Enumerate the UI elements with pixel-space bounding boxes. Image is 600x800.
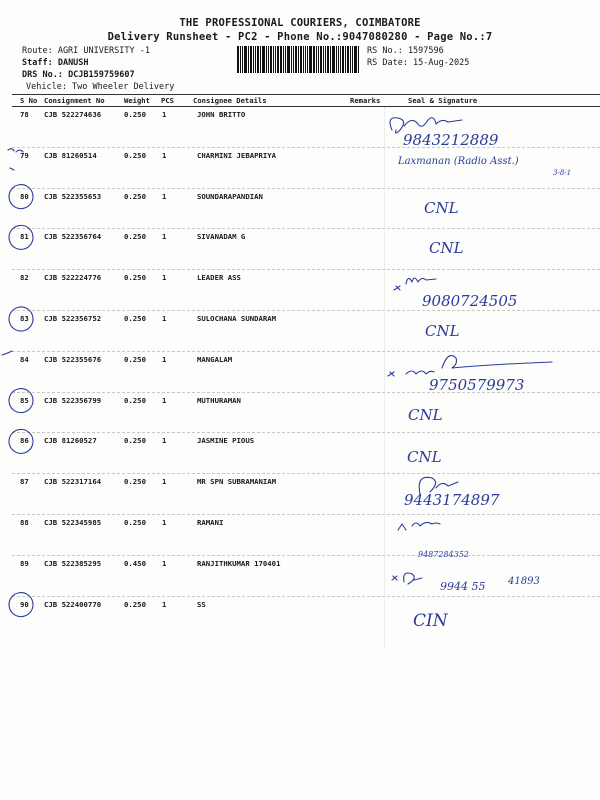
cell-sno: 89 xyxy=(20,558,29,568)
cell-weight: 0.250 xyxy=(124,232,146,242)
signature-78 xyxy=(390,118,462,133)
barcode-bar xyxy=(300,46,302,73)
barcode-bar xyxy=(283,46,284,73)
barcode-bar xyxy=(262,46,265,73)
barcode xyxy=(237,46,362,73)
drs-number xyxy=(22,70,135,80)
barcode-bar xyxy=(332,46,335,73)
cell-weight: 0.250 xyxy=(124,110,146,119)
barcode-bar xyxy=(338,46,339,73)
signature-87 xyxy=(419,477,458,494)
barcode-bar xyxy=(260,46,261,73)
col-remarks: Remarks xyxy=(350,96,381,105)
barcode-bar xyxy=(268,46,269,73)
cell-pcs: 1 xyxy=(162,395,167,405)
rs-date: RS Date: 15-Aug-2025 xyxy=(367,58,470,68)
cell-sno: 81 xyxy=(20,232,29,242)
barcode-bar xyxy=(257,46,259,73)
cell-sno: 88 xyxy=(20,518,29,527)
cell-pcs: 1 xyxy=(162,599,167,609)
cell-pcs: 1 xyxy=(162,273,167,283)
signature-82 xyxy=(394,278,436,290)
handwriting-78-phone: 9843212889 xyxy=(403,131,499,149)
barcode-bar xyxy=(287,46,290,73)
cell-weight: 0.250 xyxy=(124,314,146,323)
cell-consignment: CJB 522356764 xyxy=(44,232,102,242)
handwriting-85: CNL xyxy=(408,406,443,424)
cell-pcs: 1 xyxy=(162,518,167,527)
barcode-bar xyxy=(237,46,239,73)
cell-consignee: MUTHURAMAN xyxy=(197,395,241,405)
cell-pcs: 1 xyxy=(162,150,167,160)
cell-consignment: CJB 522317164 xyxy=(44,477,102,487)
barcode-bar xyxy=(273,46,274,73)
signature-89 xyxy=(392,573,422,584)
barcode-bar xyxy=(255,46,256,73)
barcode-bar xyxy=(316,46,317,73)
handwriting-89-num: 9944 55 xyxy=(440,580,486,593)
handwriting-86: CNL xyxy=(407,448,442,466)
barcode-bar xyxy=(270,46,272,73)
barcode-bar xyxy=(280,46,282,73)
row-separator xyxy=(12,188,600,189)
staff-name: DANUSH xyxy=(57,58,89,68)
cell-sno: 82 xyxy=(20,273,29,283)
barcode-bar xyxy=(325,46,326,73)
margin-dash xyxy=(2,351,12,355)
cell-pcs: 1 xyxy=(162,436,167,446)
handwriting-82-phone: 9080724505 xyxy=(422,292,518,310)
barcode-bar xyxy=(345,46,346,73)
cell-pcs: 1 xyxy=(162,232,167,242)
drs-label: DRS No.: xyxy=(22,70,69,80)
barcode-bar xyxy=(250,46,252,73)
barcode-bar xyxy=(352,46,353,73)
barcode-bar xyxy=(242,46,243,73)
cell-consignee: RAMANI xyxy=(197,518,224,527)
row-separator xyxy=(12,596,600,597)
cell-sno: 90 xyxy=(20,599,29,609)
barcode-bar xyxy=(323,46,324,73)
row-separator xyxy=(12,228,600,229)
cell-weight: 0.250 xyxy=(124,191,146,201)
cell-weight: 0.250 xyxy=(124,273,146,283)
barcode-bar xyxy=(358,46,359,73)
barcode-bar xyxy=(305,46,306,73)
cell-consignment: CJB 522356752 xyxy=(44,314,102,323)
row-separator xyxy=(12,269,600,270)
barcode-bar xyxy=(293,46,294,73)
cell-weight: 0.250 xyxy=(124,599,146,609)
barcode-bar xyxy=(342,46,344,73)
cell-sno: 78 xyxy=(20,110,29,119)
handwriting-79-note: Laxmanan (Radio Asst.) xyxy=(398,156,519,167)
handwriting-90: CIN xyxy=(413,611,448,631)
cell-weight: 0.250 xyxy=(124,436,146,446)
cell-consignee: JOHN BRITTO xyxy=(197,110,246,119)
cell-consignment: CJB 522400770 xyxy=(44,599,102,609)
company-name: THE PROFESSIONAL COURIERS, COIMBATORE xyxy=(179,17,421,29)
barcode-bar xyxy=(340,46,341,73)
signature-88 xyxy=(398,522,440,530)
cell-weight: 0.250 xyxy=(124,395,146,405)
cell-sno: 83 xyxy=(20,314,29,323)
handwriting-79-num: 3-8-1 xyxy=(553,169,572,177)
col-weight: Weight xyxy=(124,96,150,105)
cell-consignee: RANJITHKUMAR 170401 xyxy=(197,558,281,568)
barcode-bar xyxy=(313,46,315,73)
route: Route: AGRI UNIVERSITY -1 xyxy=(22,46,150,56)
row-separator xyxy=(12,432,600,433)
cell-consignment: CJB 81260527 xyxy=(44,436,97,446)
barcode-bar xyxy=(354,46,357,73)
barcode-bar xyxy=(266,46,267,73)
barcode-bar xyxy=(240,46,241,73)
cell-sno: 85 xyxy=(20,395,29,405)
barcode-bar xyxy=(327,46,329,73)
cell-consignee: MANGALAM xyxy=(197,354,233,364)
col-seal: Seal & Signature xyxy=(408,96,478,105)
barcode-bar xyxy=(330,46,331,73)
cell-consignee: CHARMINI JEBAPRIYA xyxy=(197,150,277,160)
signature-84 xyxy=(388,356,552,376)
cell-consignee: SIVANADAM G xyxy=(197,232,246,242)
cell-consignee: SOUNDARAPANDIAN xyxy=(197,191,263,201)
cell-sno: 79 xyxy=(20,150,29,160)
cell-consignment: CJB 522355653 xyxy=(44,191,102,201)
handwriting-87-phone: 9443174897 xyxy=(404,491,500,509)
handwriting-81: CNL xyxy=(429,239,464,257)
handwriting-80: CNL xyxy=(424,199,459,217)
staff xyxy=(22,58,89,68)
handwriting-89-num2: 41893 xyxy=(508,576,540,587)
row-separator xyxy=(12,392,600,393)
cell-consignment: CJB 522385295 xyxy=(44,558,102,568)
barcode-bar xyxy=(295,46,297,73)
rs-number: RS No.: 1597596 xyxy=(367,46,444,56)
drs-value: DCJB159759607 xyxy=(68,70,135,80)
cell-pcs: 1 xyxy=(162,558,167,568)
barcode-bar xyxy=(318,46,319,73)
barcode-bar xyxy=(350,46,351,73)
cell-pcs: 1 xyxy=(162,110,167,119)
handwriting-84-phone: 9750579973 xyxy=(429,376,525,394)
barcode-bar xyxy=(285,46,286,73)
cell-pcs: 1 xyxy=(162,477,167,487)
barcode-bar xyxy=(253,46,254,73)
col-sno: S No xyxy=(20,96,38,105)
cell-pcs: 1 xyxy=(162,314,167,323)
cell-consignment: CJB 522224776 xyxy=(44,273,102,283)
cell-consignee: LEADER ASS xyxy=(197,273,241,283)
barcode-bar xyxy=(309,46,312,73)
cell-consignment: CJB 522355676 xyxy=(44,354,102,364)
cell-consignee: SS xyxy=(197,599,206,609)
cell-pcs: 1 xyxy=(162,354,167,364)
staff-label: Staff: xyxy=(22,58,58,68)
runsheet-title: Delivery Runsheet - PC2 - Phone No.:9047080280 - Page No.:7 xyxy=(107,31,493,43)
cell-consignment: CJB 81260514 xyxy=(44,150,97,160)
handwriting-88-phone: 9487284352 xyxy=(418,550,469,559)
barcode-bar xyxy=(298,46,299,73)
cell-consignee: SULOCHANA SUNDARAM xyxy=(197,314,277,323)
row-separator xyxy=(12,473,600,474)
vehicle: Vehicle: Two Wheeler Delivery xyxy=(26,82,175,92)
cell-consignee: MR SPN SUBRAMANIAM xyxy=(197,477,277,487)
cell-consignee: JASMINE PIOUS xyxy=(197,436,255,446)
barcode-bar xyxy=(244,46,247,73)
row-separator xyxy=(12,555,600,556)
cell-sno: 80 xyxy=(20,191,29,201)
cell-consignment: CJB 522274636 xyxy=(44,110,102,119)
col-pcs: PCS xyxy=(161,96,174,105)
barcode-bar xyxy=(307,46,308,73)
cell-consignment: CJB 522345985 xyxy=(44,518,102,527)
barcode-bar xyxy=(277,46,279,73)
barcode-bar xyxy=(275,46,276,73)
cell-sno: 86 xyxy=(20,436,29,446)
cell-sno: 84 xyxy=(20,354,29,364)
cell-pcs: 1 xyxy=(162,191,167,201)
handwriting-83: CNL xyxy=(425,322,460,340)
header-rule-bottom xyxy=(12,106,600,107)
col-consignment: Consignment No xyxy=(44,96,105,105)
cell-weight: 0.450 xyxy=(124,558,146,568)
cell-sno: 87 xyxy=(20,477,29,487)
cell-weight: 0.250 xyxy=(124,518,146,527)
barcode-bar xyxy=(347,46,349,73)
row-separator xyxy=(12,351,600,352)
barcode-bar xyxy=(320,46,322,73)
barcode-bar xyxy=(291,46,292,73)
cell-consignment: CJB 522356799 xyxy=(44,395,102,405)
barcode-bar xyxy=(336,46,337,73)
row-separator xyxy=(12,514,600,515)
cell-weight: 0.250 xyxy=(124,150,146,160)
barcode-bar xyxy=(303,46,304,73)
barcode-bar xyxy=(248,46,249,73)
row-separator xyxy=(12,310,600,311)
col-consignee: Consignee Details xyxy=(193,96,267,105)
cell-weight: 0.250 xyxy=(124,354,146,364)
cell-weight: 0.250 xyxy=(124,477,146,487)
row-separator xyxy=(12,147,600,148)
